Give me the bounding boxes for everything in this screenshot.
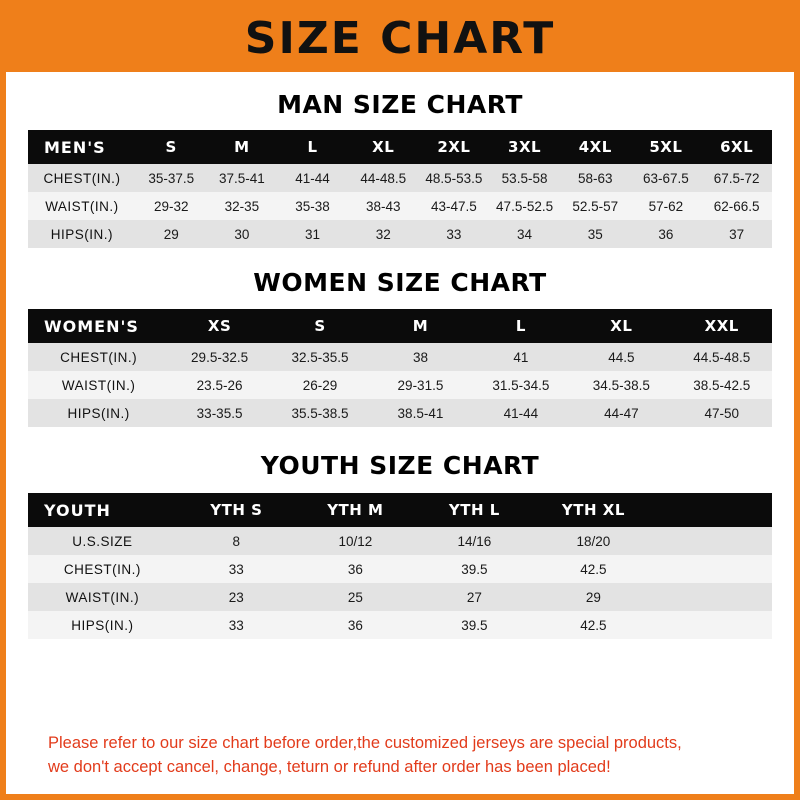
cell: 44.5-48.5: [672, 343, 772, 371]
row-label: CHEST(IN.): [28, 555, 177, 583]
cell: 29: [534, 583, 653, 611]
cell: 29.5-32.5: [169, 343, 269, 371]
cell: 41-44: [277, 164, 348, 192]
cell: 42.5: [534, 555, 653, 583]
men-header-label: MEN'S: [28, 130, 136, 164]
cell: 35.5-38.5: [270, 399, 370, 427]
cell: 58-63: [560, 164, 631, 192]
row-label: HIPS(IN.): [28, 220, 136, 248]
men-header-l: L: [277, 130, 348, 164]
table-header-row: [28, 309, 772, 343]
cell: [653, 611, 772, 639]
section-title-youth: YOUTH SIZE CHART: [260, 451, 540, 480]
cell: 63-67.5: [631, 164, 702, 192]
table-row: [28, 555, 772, 583]
cell: 39.5: [415, 555, 534, 583]
cell: 25: [296, 583, 415, 611]
cell: 41: [471, 343, 571, 371]
cell: 10/12: [296, 527, 415, 555]
youth-header-blank: [653, 493, 772, 527]
cell: [653, 583, 772, 611]
cell: 38.5-41: [370, 399, 470, 427]
cell: 38: [370, 343, 470, 371]
men-header-2xl: 2XL: [419, 130, 490, 164]
cell: 8: [177, 527, 296, 555]
section-title-women: WOMEN SIZE CHART: [253, 268, 547, 297]
youth-header-m: YTH M: [296, 493, 415, 527]
cell: 37: [701, 220, 772, 248]
cell: 32.5-35.5: [270, 343, 370, 371]
men-header-s: S: [136, 130, 207, 164]
footer-note: [28, 722, 772, 794]
men-table-body: [28, 164, 772, 248]
men-header-3xl: 3XL: [489, 130, 560, 164]
cell: 43-47.5: [419, 192, 490, 220]
cell: 35-37.5: [136, 164, 207, 192]
cell: 52.5-57: [560, 192, 631, 220]
cell: 34.5-38.5: [571, 371, 671, 399]
cell: 32-35: [207, 192, 278, 220]
table-row: [28, 399, 772, 427]
cell: 32: [348, 220, 419, 248]
cell: 30: [207, 220, 278, 248]
youth-header-xl: YTH XL: [534, 493, 653, 527]
cell: 38.5-42.5: [672, 371, 772, 399]
cell: 44.5: [571, 343, 671, 371]
women-header-s: S: [270, 309, 370, 343]
row-label: CHEST(IN.): [28, 343, 169, 371]
men-header-m: M: [207, 130, 278, 164]
men-header-4xl: 4XL: [560, 130, 631, 164]
cell: 31.5-34.5: [471, 371, 571, 399]
men-header-5xl: 5XL: [631, 130, 702, 164]
table-row: [28, 164, 772, 192]
cell: 44-47: [571, 399, 671, 427]
table-row: [28, 220, 772, 248]
women-header-xxl: XXL: [672, 309, 772, 343]
cell: 57-62: [631, 192, 702, 220]
cell: 47-50: [672, 399, 772, 427]
cell: 36: [631, 220, 702, 248]
cell: 33: [177, 611, 296, 639]
cell: 26-29: [270, 371, 370, 399]
table-row: [28, 192, 772, 220]
cell: 35-38: [277, 192, 348, 220]
youth-header-s: YTH S: [177, 493, 296, 527]
page-title: SIZE CHART: [244, 13, 556, 64]
women-header-label: WOMEN'S: [28, 309, 169, 343]
cell: 31: [277, 220, 348, 248]
table-row: [28, 371, 772, 399]
cell: 33: [419, 220, 490, 248]
cell: 53.5-58: [489, 164, 560, 192]
row-label: WAIST(IN.): [28, 371, 169, 399]
cell: 27: [415, 583, 534, 611]
men-size-table: [28, 130, 772, 248]
table-row: [28, 527, 772, 555]
youth-header-label: YOUTH: [28, 493, 177, 527]
cell: [653, 555, 772, 583]
cell: 41-44: [471, 399, 571, 427]
table-header-row: [28, 130, 772, 164]
men-table-head: [28, 130, 772, 164]
cell: 47.5-52.5: [489, 192, 560, 220]
row-label: CHEST(IN.): [28, 164, 136, 192]
banner: [6, 6, 794, 72]
row-label: HIPS(IN.): [28, 611, 177, 639]
row-label: HIPS(IN.): [28, 399, 169, 427]
section-title-man: MAN SIZE CHART: [277, 90, 523, 119]
cell: 35: [560, 220, 631, 248]
youth-table-body: [28, 527, 772, 639]
cell: 62-66.5: [701, 192, 772, 220]
cell: 33: [177, 555, 296, 583]
cell: 38-43: [348, 192, 419, 220]
women-header-xl: XL: [571, 309, 671, 343]
cell: 23.5-26: [169, 371, 269, 399]
cell: 18/20: [534, 527, 653, 555]
table-row: [28, 611, 772, 639]
cell: 48.5-53.5: [419, 164, 490, 192]
footer-note-line-1: Please refer to our size chart before order,the customized jerseys are special products,: [48, 734, 682, 753]
cell: 34: [489, 220, 560, 248]
table-row: [28, 583, 772, 611]
cell: 29-32: [136, 192, 207, 220]
cell: 36: [296, 555, 415, 583]
women-header-xs: XS: [169, 309, 269, 343]
women-header-l: L: [471, 309, 571, 343]
youth-table-head: [28, 493, 772, 527]
table-header-row: [28, 493, 772, 527]
cell: 29-31.5: [370, 371, 470, 399]
men-header-6xl: 6XL: [701, 130, 772, 164]
cell: 23: [177, 583, 296, 611]
cell: 33-35.5: [169, 399, 269, 427]
cell: 29: [136, 220, 207, 248]
cell: [653, 527, 772, 555]
cell: 44-48.5: [348, 164, 419, 192]
cell: 37.5-41: [207, 164, 278, 192]
women-table-head: [28, 309, 772, 343]
table-row: [28, 343, 772, 371]
row-label: U.S.SIZE: [28, 527, 177, 555]
cell: 42.5: [534, 611, 653, 639]
women-size-table: [28, 309, 772, 427]
cell: 36: [296, 611, 415, 639]
footer-note-line-2: we don't accept cancel, change, teturn or refund after order has been placed!: [48, 758, 611, 777]
cell: 14/16: [415, 527, 534, 555]
cell: 67.5-72: [701, 164, 772, 192]
cell: 39.5: [415, 611, 534, 639]
men-header-xl: XL: [348, 130, 419, 164]
youth-size-table: [28, 493, 772, 639]
row-label: WAIST(IN.): [28, 583, 177, 611]
women-table-body: [28, 343, 772, 427]
content: [6, 72, 794, 794]
row-label: WAIST(IN.): [28, 192, 136, 220]
youth-header-l: YTH L: [415, 493, 534, 527]
women-header-m: M: [370, 309, 470, 343]
